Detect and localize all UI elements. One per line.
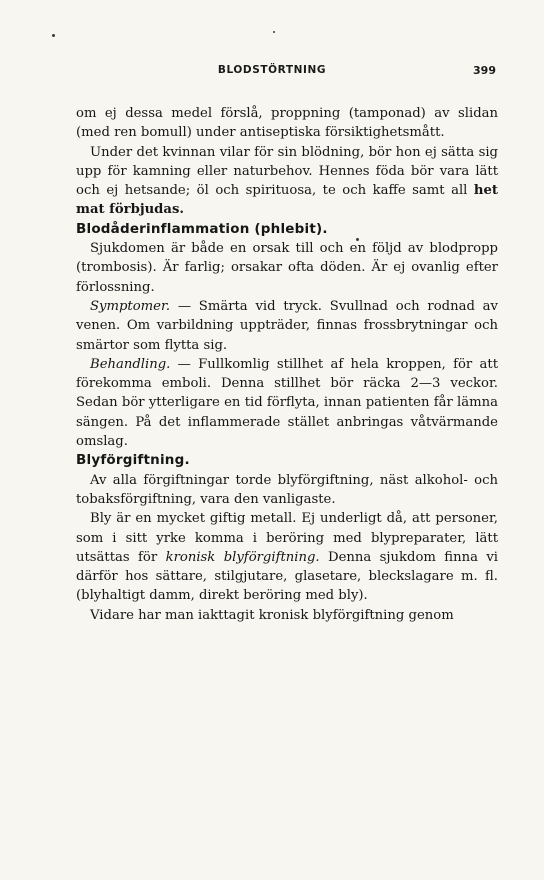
paragraph-lead-occupations bbox=[76, 509, 498, 605]
paragraph-continuation: om ej dessa medel förslå, proppning (tamponad) av slidan (med ren bomull) under antiseptiska försiktighetsmått. bbox=[76, 106, 498, 141]
section-heading-phlebit: Blodåderinflammation (phlebit). bbox=[76, 220, 328, 237]
page-body bbox=[76, 104, 498, 625]
symptoms-label: Symptomer. bbox=[90, 298, 171, 314]
symptoms-text: — Smärta vid tryck. Svullnad och rodnad av venen. Om varbildning uppträder, finnas frossbrytningar och smärtor som flytta sig. bbox=[76, 298, 498, 353]
paragraph-bold-text: het mat förbjudas. bbox=[76, 183, 498, 218]
paragraph-phlebit-intro: Sjukdomen är både en orsak till och en följd av blodpropp (trombosis). Är farlig; orsakar ofta döden. Är ej ovanlig efter förlossning. bbox=[76, 241, 498, 295]
ink-speck bbox=[356, 238, 359, 241]
ink-speck bbox=[273, 31, 275, 33]
running-title: BLODSTÖRTNING bbox=[217, 64, 327, 76]
treatment-text: — Fullkomlig stillhet af hela kroppen, för att förekomma emboli. Denna stillhet bör räcka 2—3 veckor. Sedan bör ytterligare en tid förflyta, innan patienten får lämna sängen. På det inflammerade stället anbringas våtvärmande omslag. bbox=[76, 356, 498, 450]
paragraph-symptoms bbox=[76, 297, 498, 355]
page-number: 399 bbox=[473, 64, 496, 77]
paragraph-lead-intro: Av alla förgiftningar torde blyförgiftning, näst alkohol- och tobaksförgiftning, vara den vanligaste. bbox=[76, 472, 498, 507]
paragraph-lead-continued: Vidare har man iakttagit kronisk blyförgiftning genom bbox=[90, 607, 454, 623]
paragraph-text: Under det kvinnan vilar för sin blödning, bör hon ej sätta sig upp för kamning eller naturbehov. Hennes föda bör vara lätt och ej hetsande; öl och spirituosa, te och kaffe samt all bbox=[76, 144, 498, 199]
treatment-label: Behandling. bbox=[90, 356, 171, 372]
paragraph-text: Bly är en mycket giftig metall. Ej underligt då, att personer, som i sitt yrke komma i beröring med blypreparater, lätt utsättas för bbox=[76, 511, 498, 565]
section-heading-lead-poisoning: Blyförgiftning. bbox=[76, 452, 190, 469]
paragraph-italic-text: kronisk blyförgiftning. bbox=[165, 549, 320, 565]
paragraph-rest-advice bbox=[76, 143, 498, 220]
paragraph-text: Denna sjukdom finna vi därför hos sättare, stilgjutare, glasetare, bleckslagare m. fl. (blyhaltigt damm, direkt beröring med bly). bbox=[76, 549, 498, 604]
ink-speck bbox=[52, 34, 55, 37]
running-header bbox=[0, 64, 544, 82]
paragraph-treatment bbox=[76, 355, 498, 451]
